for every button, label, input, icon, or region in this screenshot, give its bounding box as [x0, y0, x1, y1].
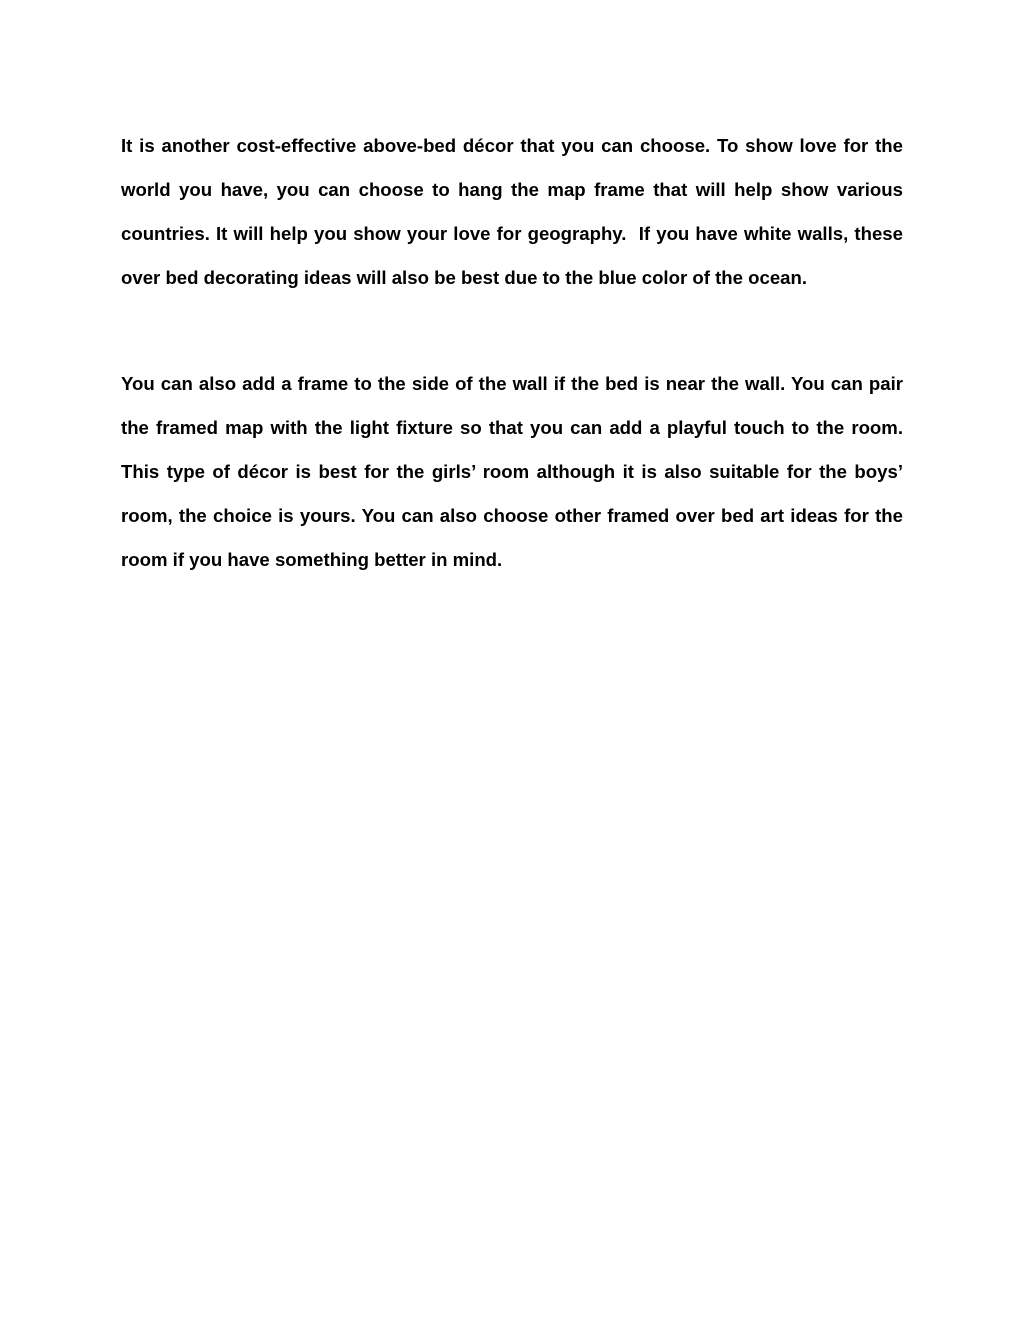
paragraph-side-wall-frame: You can also add a frame to the side of the wall if the bed is near the wall. You can pair the framed map with the light fixture so that you can add a playful touch to the room. This type of décor is best for the girls’ room although it is also suitable for the boys’ room, the choice is yours. You can also choose other framed over bed art ideas for the room if you have something better in mind.: [121, 373, 909, 570]
document-body: [121, 124, 909, 582]
paragraph-map-frame: It is another cost-effective above-bed décor that you can choose. To show love for the world you have, you can choose to hang the map frame that will help show various countries. It will help you show your love for geography. If you have white walls, these over bed decorating ideas will also be best due to the blue color of the ocean.: [121, 135, 909, 288]
